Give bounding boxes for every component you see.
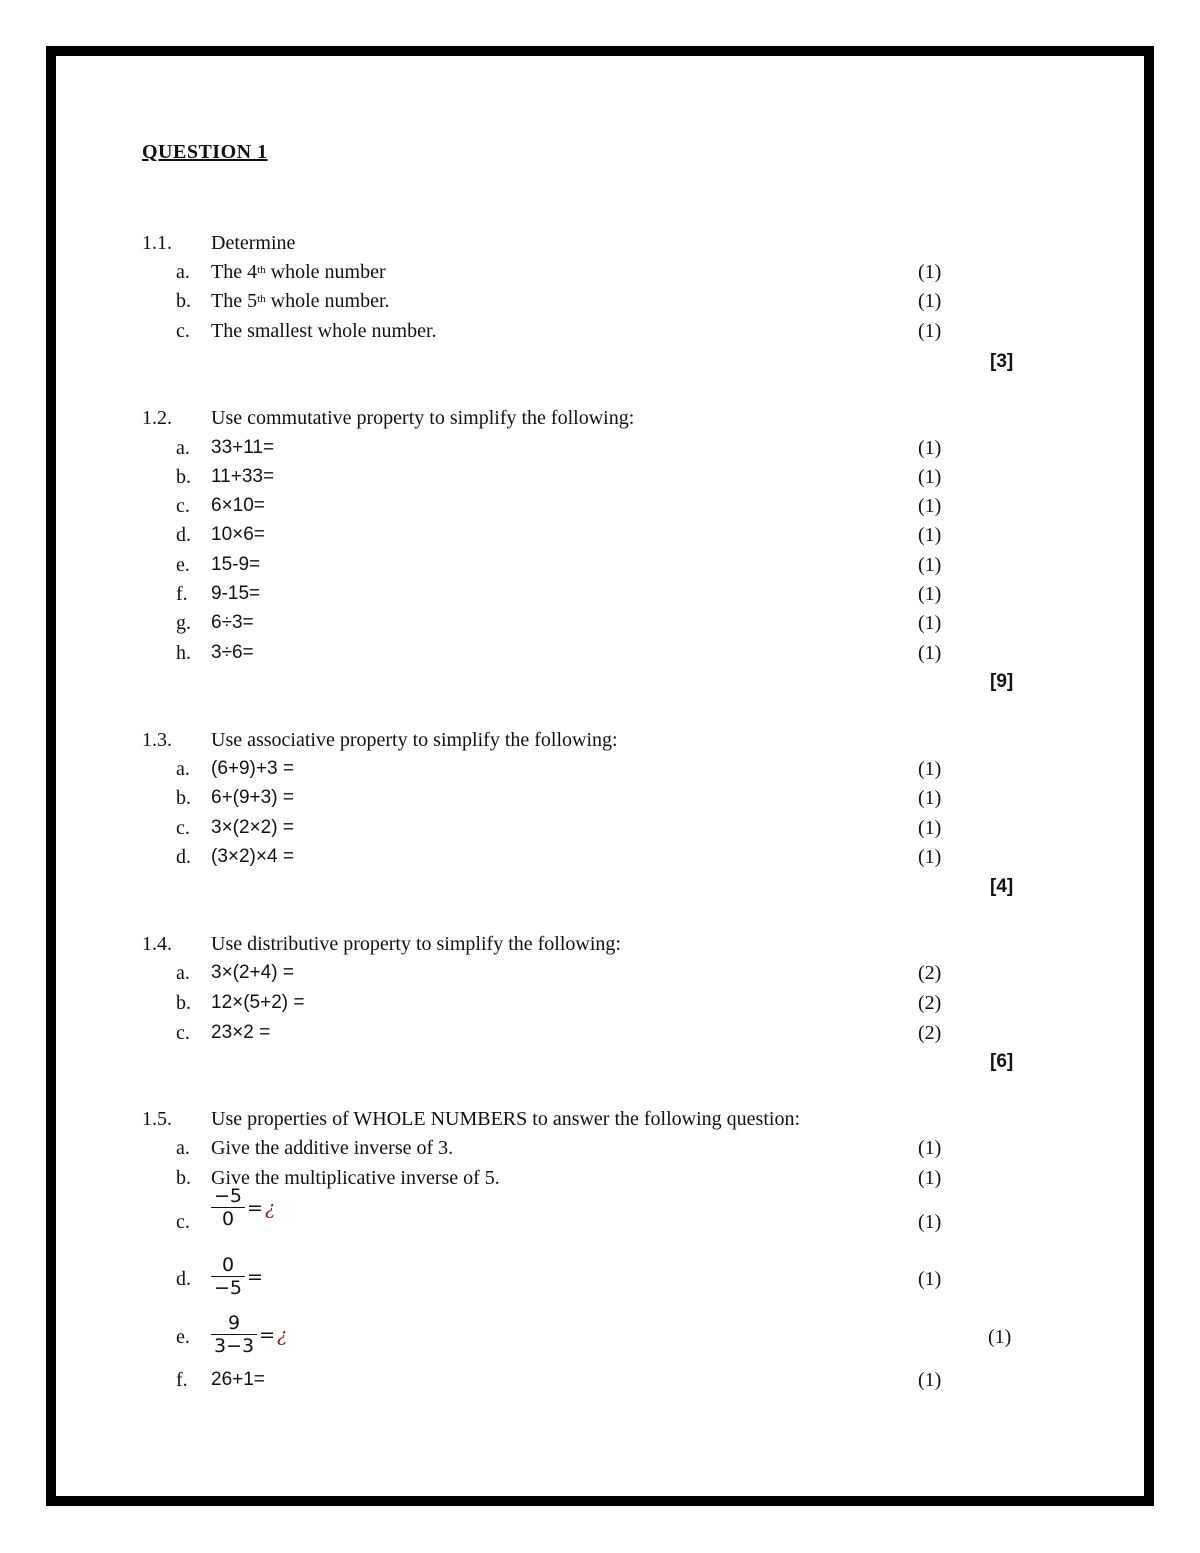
item-mark: (1) [918,846,942,868]
ordinal-suffix: th [257,293,266,305]
item-mark: (2) [918,962,942,984]
fraction [211,1254,245,1299]
item-text: 12×(5+2) = [211,992,305,1013]
list-item [0,257,1200,287]
list-item [0,316,1200,346]
total-row [0,667,1200,697]
item-mark: (2) [918,1022,942,1044]
item-text: Give the multiplicative inverse of 5. [211,1167,500,1189]
item-mark: (1) [918,787,942,809]
list-item [0,1163,1200,1193]
section-total: [6] [990,1051,1014,1072]
fraction-denominator: 0 [221,1208,235,1230]
fraction [211,1312,257,1357]
item-letter: c. [176,1211,190,1233]
list-item [0,988,1200,1018]
item-mark: (1) [918,524,942,546]
item-letter: a. [176,758,190,780]
item-letter: c. [176,1022,190,1044]
item-text: 6÷3= [211,612,254,633]
item-text: 9-15= [211,583,261,604]
item-letter: a. [176,1137,190,1159]
question-1-1-header [0,228,1200,258]
item-text: (6+9)+3 = [211,758,294,779]
item-mark: (1) [918,1369,942,1391]
item-mark: (2) [918,992,942,1014]
item-mark: (1) [918,583,942,605]
fraction-numerator: 9 [211,1312,257,1335]
item-letter: b. [176,992,191,1014]
question-text: Use commutative property to simplify the following: [211,407,635,429]
question-number: 1.4. [142,933,172,955]
fraction [211,1185,245,1230]
answer-glyph: ¿ [264,1196,276,1219]
fraction-expression [211,1312,287,1357]
list-item [0,638,1200,668]
question-number: 1.5. [142,1108,172,1130]
item-mark: (1) [918,290,942,312]
item-text-rest: whole number. [265,290,390,312]
list-item [0,842,1200,872]
item-letter: a. [176,962,190,984]
item-text: 33+11= [211,437,275,458]
list-item [0,608,1200,638]
total-row [0,1047,1200,1077]
item-text-rest: whole number [265,261,386,283]
item-text: 3×(2×2) = [211,817,294,838]
item-letter: c. [176,320,190,342]
item-text [211,257,386,287]
list-item [0,550,1200,580]
question-1-5-header [0,1104,1200,1134]
list-item [0,1312,1200,1357]
list-item [0,491,1200,521]
item-mark: (1) [918,320,942,342]
item-letter: h. [176,642,191,664]
item-letter: e. [176,554,190,576]
item-letter: a. [176,437,190,459]
list-item [0,813,1200,843]
item-text: 3×(2+4) = [211,962,294,983]
item-letter: g. [176,612,191,634]
list-item [0,1254,1200,1299]
item-letter: b. [176,787,191,809]
item-letter: d. [176,524,191,546]
question-1-4-header [0,929,1200,959]
question-1-3-header [0,725,1200,755]
fraction-denominator: 3−3 [214,1335,255,1357]
question-text: Use associative property to simplify the following: [211,729,618,751]
list-item [0,783,1200,813]
item-mark: (1) [988,1326,1012,1348]
section-total: [3] [990,351,1014,372]
list-item [0,1018,1200,1048]
item-letter: f. [176,1369,188,1391]
list-item [0,1185,1200,1237]
item-letter: c. [176,817,190,839]
item-text-main: The 4 [211,261,258,283]
list-item [0,1133,1200,1163]
item-mark: (1) [918,817,942,839]
item-letter: f. [176,583,188,605]
item-text: 11+33= [211,466,275,487]
equals-sign: = [259,1323,276,1346]
item-mark: (1) [918,261,942,283]
question-number: 1.2. [142,407,172,429]
item-mark: (1) [918,554,942,576]
list-item [0,958,1200,988]
item-mark: (1) [918,612,942,634]
fraction-expression [211,1185,275,1230]
item-text: 26+1= [211,1369,265,1390]
section-total: [4] [990,876,1014,897]
list-item [0,579,1200,609]
question-text: Use properties of WHOLE NUMBERS to answer the following question: [211,1108,800,1130]
item-text-main: The 5 [211,290,258,312]
list-item [0,1365,1200,1395]
item-mark: (1) [918,642,942,664]
question-number: 1.3. [142,729,172,751]
list-item [0,754,1200,784]
item-mark: (1) [918,758,942,780]
item-mark: (1) [918,1167,942,1189]
equals-sign: = [247,1265,263,1288]
item-mark: (1) [918,466,942,488]
item-letter: d. [176,1268,191,1290]
item-text: 6+(9+3) = [211,787,294,808]
list-item [0,433,1200,463]
question-number: 1.1. [142,232,172,254]
item-text: 10×6= [211,524,265,545]
item-mark: (1) [918,1137,942,1159]
item-text: 6×10= [211,495,265,516]
total-row [0,347,1200,377]
fraction-numerator: −5 [211,1185,245,1208]
item-letter: a. [176,261,190,283]
item-letter: b. [176,290,191,312]
answer-glyph: ¿ [277,1323,288,1346]
item-mark: (1) [918,1211,942,1233]
item-letter: c. [176,495,190,517]
item-mark: (1) [918,437,942,459]
item-text [211,286,390,316]
item-text: Give the additive inverse of 3. [211,1137,454,1159]
item-text: The smallest whole number. [211,320,437,342]
list-item [0,520,1200,550]
equals-sign: = [247,1196,263,1219]
ordinal-suffix: th [257,264,266,276]
question-1-2-header [0,403,1200,433]
fraction-expression [211,1254,263,1299]
question-text: Determine [211,232,296,254]
item-text: (3×2)×4 = [211,846,294,867]
fraction-denominator: −5 [214,1277,243,1299]
item-letter: d. [176,846,191,868]
list-item [0,462,1200,492]
section-total: [9] [990,671,1014,692]
question-title: QUESTION 1 [142,141,268,163]
item-letter: e. [176,1326,190,1348]
item-text: 23×2 = [211,1022,271,1043]
item-text: 3÷6= [211,642,254,663]
item-letter: b. [176,1167,191,1189]
list-item [0,286,1200,316]
item-text: 15-9= [211,554,261,575]
item-mark: (1) [918,1268,942,1290]
fraction-numerator: 0 [211,1254,245,1277]
item-mark: (1) [918,495,942,517]
item-letter: b. [176,466,191,488]
question-text: Use distributive property to simplify the following: [211,933,621,955]
total-row [0,872,1200,902]
